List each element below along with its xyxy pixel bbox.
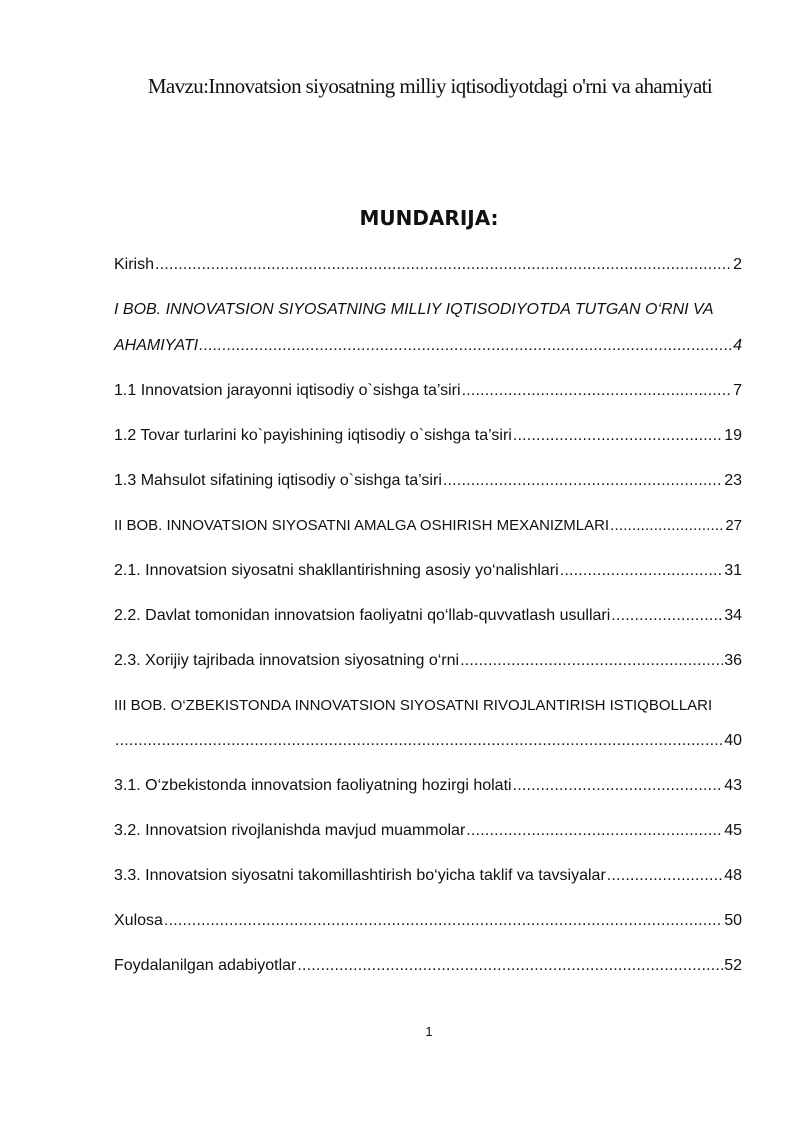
toc-entry-label: 2.1. Innovatsion siyosatni shakllantirishning asosiy yo‘nalishlari [114,562,559,579]
toc-leader-dots [462,380,733,402]
toc-entry-page: 2 [733,256,742,273]
toc-leader-dots [155,254,732,276]
toc-entry-page: 27 [725,517,742,534]
toc-leader-dots [513,775,724,797]
toc-entry-3-1[interactable] [114,775,742,797]
toc-entry-page: 48 [724,867,742,884]
toc-entry-page: 19 [724,427,742,444]
toc-entry-label: Foydalanilgan adabiyotlar [114,957,297,974]
toc-leader-dots [199,335,732,357]
toc-entry-label: 1.2 Tovar turlarini ko`payishining iqtisodiy o`sishga ta’siri [114,427,512,444]
toc-entry-kirish[interactable] [114,254,742,276]
toc-entry-bob2[interactable] [114,515,742,537]
toc-entry-2-2[interactable] [114,605,742,627]
page-number: 1 [425,1024,433,1039]
toc-entry-page: 50 [724,912,742,929]
toc-leader-dots [466,820,723,842]
toc-entry-bob1-line1[interactable]: I BOB. INNOVATSION SIYOSATNING MILLIY IQTISODIYOTDA TUTGAN O‘RNI VA [114,301,714,318]
toc-entry-label: 3.2. Innovatsion rivojlanishda mavjud muammolar [114,822,466,839]
toc-entry-xulosa[interactable] [114,910,742,932]
toc-entry-bob1[interactable] [114,335,742,357]
toc-entry-label: 1.1 Innovatsion jarayonni iqtisodiy o`sishga ta’siri [114,382,461,399]
toc-leader-dots [164,910,723,932]
toc-entry-page: 40 [724,732,742,749]
toc-entry-label: Kirish [114,256,155,273]
toc-entry-1-1[interactable] [114,380,742,402]
toc-entry-label: 2.2. Davlat tomonidan innovatsion faoliyatni qo‘llab-quvvatlash usullari [114,607,611,624]
toc-entry-page: 52 [724,957,742,974]
toc-leader-dots [611,605,723,627]
toc-leader-dots [607,865,723,887]
toc-entry-3-3[interactable] [114,865,742,887]
toc-entry-page: 45 [724,822,742,839]
document-subject: Mavzu:Innovatsion siyosatning milliy iqtisodiyotdagi o'rni va ahamiyati [147,74,713,98]
toc-leader-dots [115,730,723,752]
toc-entry-label: II BOB. INNOVATSION SIYOSATNI AMALGA OSHIRISH MEXANIZMLARI [114,517,610,534]
toc-leader-dots [560,560,724,582]
toc-entry-1-2[interactable] [114,425,742,447]
toc-entry-label: 3.1. O‘zbekistonda innovatsion faoliyatning hozirgi holati [114,777,512,794]
toc-leader-dots [460,650,723,672]
toc-entry-label: 3.3. Innovatsion siyosatni takomillashtirish bo‘yicha taklif va tavsiyalar [114,867,606,884]
toc-leader-dots [443,470,723,492]
toc-leader-dots [297,955,723,977]
toc-entry-bob3-line1[interactable]: III BOB. O‘ZBEKISTONDA INNOVATSION SIYOSATNI RIVOJLANTIRISH ISTIQBOLLARI [114,697,713,714]
toc-entry-label: 2.3. Xorijiy tajribada innovatsion siyosatning o‘rni [114,652,460,669]
toc-entry-2-1[interactable] [114,560,742,582]
toc-entry-page: 31 [724,562,742,579]
toc-entry-adabiyotlar[interactable] [114,955,742,977]
toc-title: MUNDARIJA: [359,206,499,230]
toc-entry-page: 34 [724,607,742,624]
toc-entry-page: 43 [724,777,742,794]
toc-leader-dots [513,425,723,447]
toc-entry-bob3[interactable] [114,730,742,752]
toc-entry-label: AHAMIYATI [114,337,199,354]
toc-entry-label: Xulosa [114,912,163,929]
toc-entry-2-3[interactable] [114,650,742,672]
toc-entry-3-2[interactable] [114,820,742,842]
toc-entry-page: 23 [724,472,742,489]
toc-entry-1-3[interactable] [114,470,742,492]
toc-leader-dots [610,515,724,537]
toc-entry-page: 7 [733,382,742,399]
toc-entry-page: 36 [724,652,742,669]
toc-entry-page: 4 [733,337,742,354]
toc-entry-label: 1.3 Mahsulot sifatining iqtisodiy o`sishga ta’siri [114,472,442,489]
